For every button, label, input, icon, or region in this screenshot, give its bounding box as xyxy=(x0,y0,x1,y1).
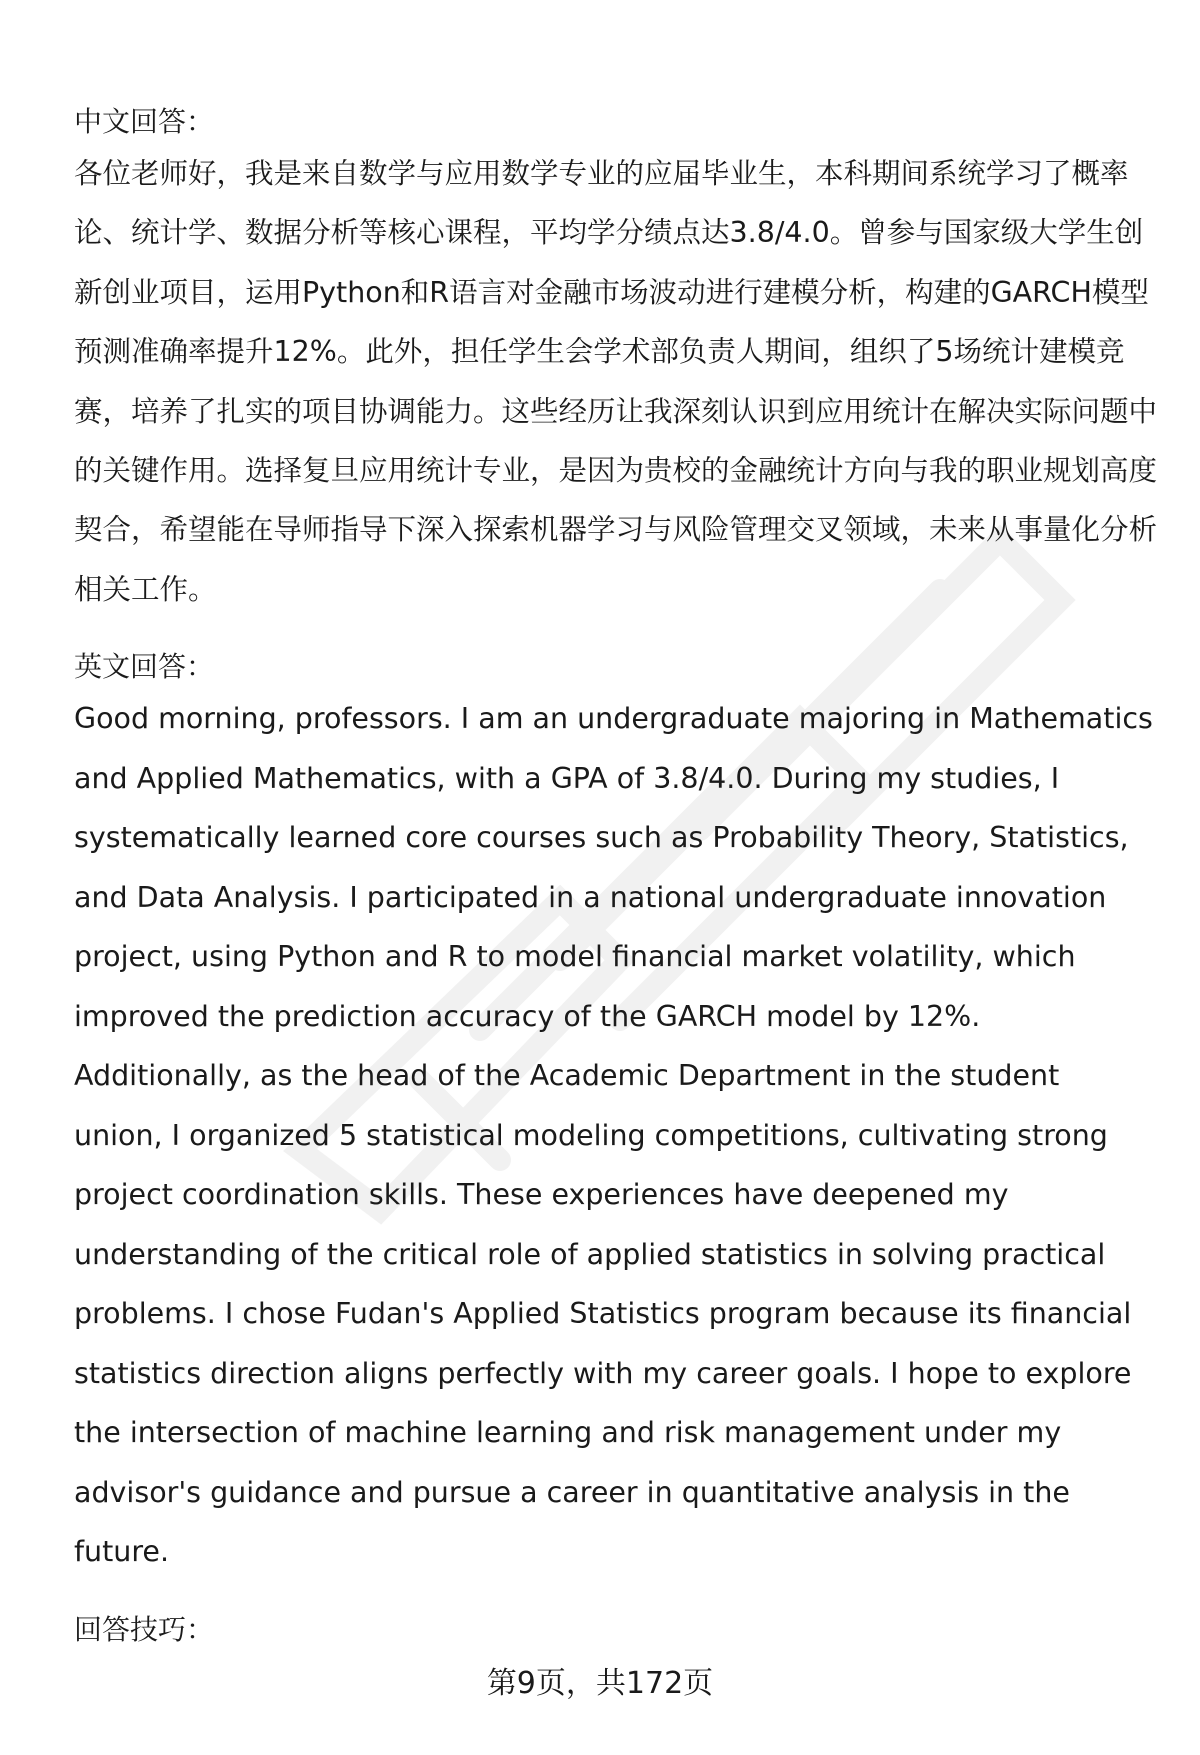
page-indicator: 第9页，共172页 xyxy=(486,1666,714,1701)
zh-answer-label: 中文回答： xyxy=(74,105,215,138)
en-answer-label: 英文回答： xyxy=(74,650,215,684)
en-answer-text: Good morning, professors. I am an undergraduate majoring in Mathematics and Applied Mathematics, with a GPA of 3.8/4.0. During my studies, I systematically learned core courses such as Probability Theory, Statistics, and Data Analysis. I participated in a national undergraduate innovation project, using Python and R to model financial market volatility, which improved the prediction accuracy of the GARCH model by 12%. Additionally, as the head of the Academic Department in the student union, I organized 5 statistical modeling competitions, cultivating strong project coordination skills. These experiences have deepened my understanding of the critical role of applied statistics in solving practical problems. I chose Fudan's Applied Statistics program because its financial statistics direction aligns perfectly with my career goals. I hope to explore the intersection of machine learning and risk management under my advisor's guidance and pursue a career in quantitative analysis in the future. xyxy=(74,702,1153,1569)
document-page xyxy=(74,102,1162,1650)
answer-tips-label: 回答技巧： xyxy=(74,1612,215,1646)
zh-answer-text: 各位老师好，我是来自数学与应用数学专业的应届毕业生，本科期间系统学习了概率论、统计学、数据分析等核心课程，平均学分绩点达3.8/4.0。曾参与国家级大学生创新创业项目，运用Python和R语言对金融市场波动进行建模分析，构建的GARCH模型预测准确率提升12%。此外，担任学生会学术部负责人期间，组织了5场统计建模竞赛，培养了扎实的项目协调能力。这些经历让我深刻认识到应用统计在解决实际问题中的关键作用。选择复旦应用统计专业，是因为贵校的金融统计方向与我的职业规划高度契合，希望能在导师指导下深入探索机器学习与风险管理交叉领域，未来从事量化分析相关工作。 xyxy=(74,157,1158,606)
